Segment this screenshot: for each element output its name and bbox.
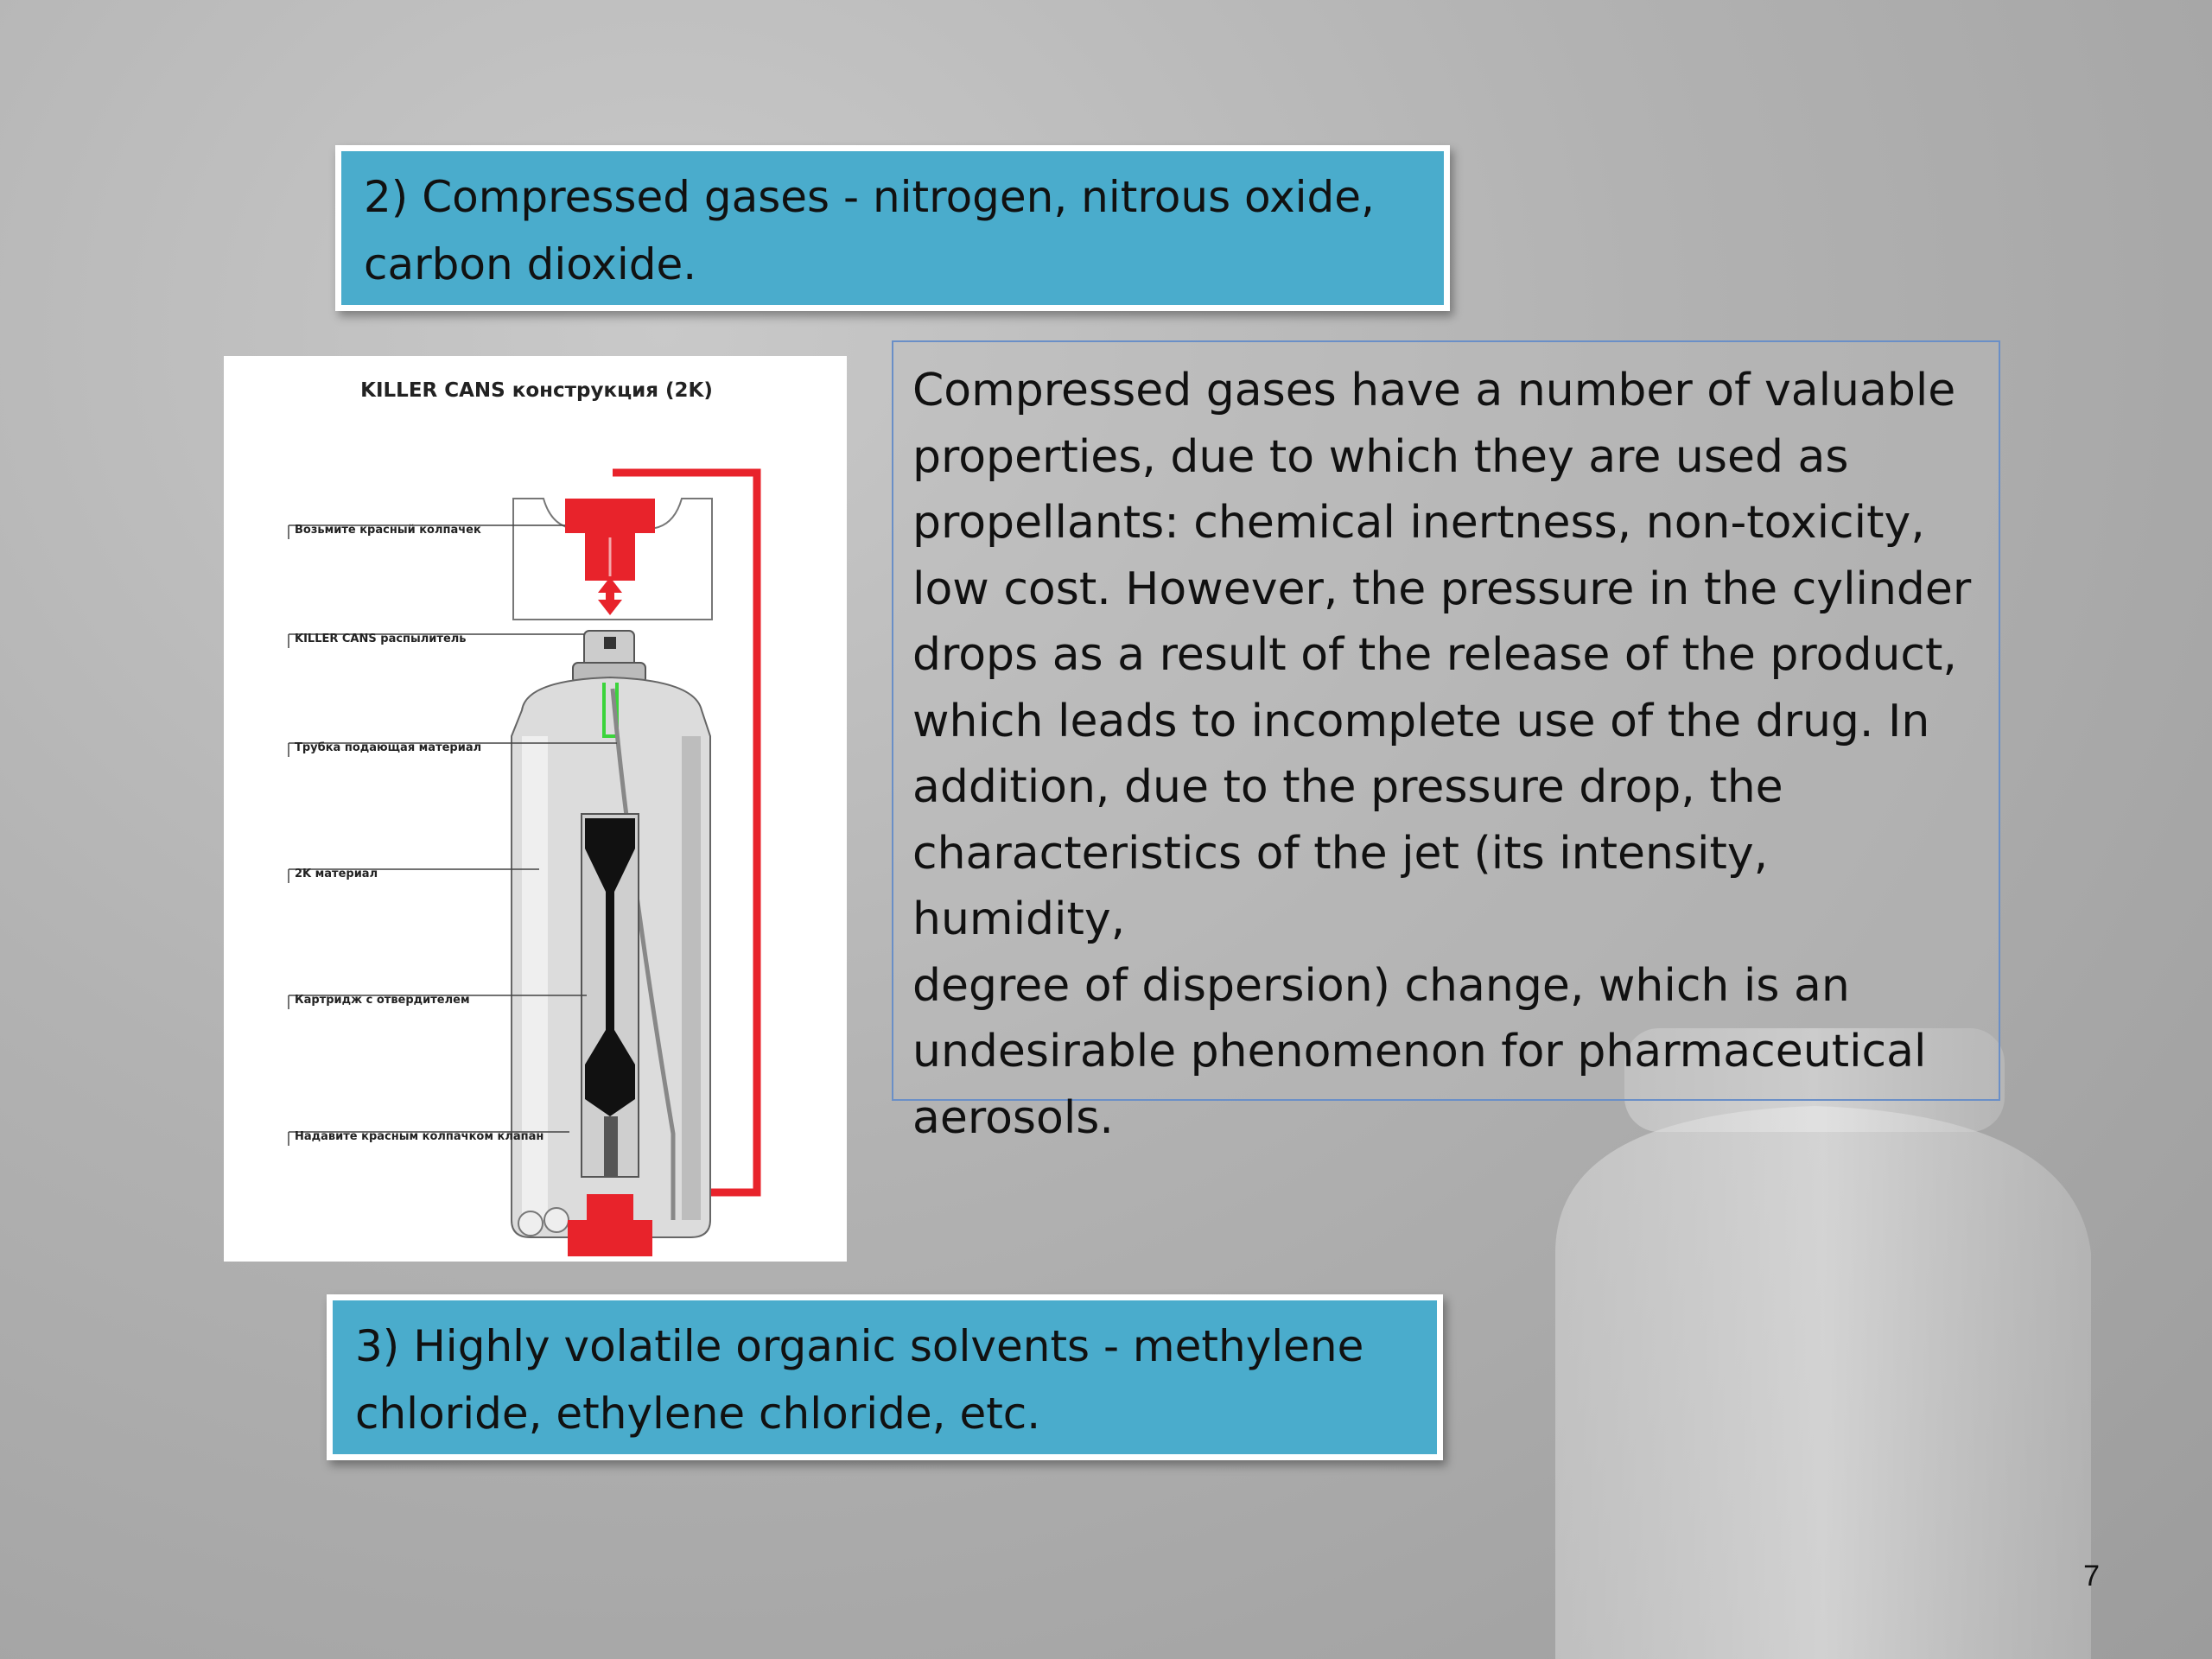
description-line: undesirable phenomenon for pharmaceutical — [912, 1026, 1927, 1077]
red-cap-bottom — [568, 1220, 652, 1237]
callout-top-line2: carbon dioxide. — [364, 239, 697, 289]
description-line: propellants: chemical inertness, non-toxicity, — [912, 497, 1925, 549]
label-take-cap: Возьмите красный колпачек — [295, 524, 481, 537]
description-line: drops as a result of the release of the product, — [912, 629, 1957, 681]
label-2k-material: 2K материал — [295, 868, 378, 880]
callout-top-line1: 2) Compressed gases - nitrogen, nitrous oxide, — [364, 172, 1375, 222]
label-press-cap: Надавите красным колпачком клапан — [295, 1130, 544, 1143]
description-line: addition, due to the pressure drop, the — [912, 761, 1783, 813]
red-cap-top — [565, 499, 655, 533]
page-number: 7 — [2083, 1560, 2100, 1592]
label-feed-tube: Трубка подающая материал — [295, 741, 482, 754]
description-line: properties, due to which they are used as — [912, 430, 1849, 483]
description-line: degree of dispersion) change, which is an — [912, 959, 1850, 1012]
killer-cans-diagram — [224, 356, 847, 1262]
callout-volatile-solvents — [327, 1294, 1443, 1460]
callout-compressed-gases — [335, 145, 1450, 311]
description-line: aerosols. — [912, 1091, 1114, 1144]
callout-bottom-line1: 3) Highly volatile organic solvents - methylene — [355, 1321, 1364, 1371]
description-box — [892, 340, 2000, 1144]
description-line: characteristics of the jet (its intensity, humidity, — [912, 827, 1769, 945]
diagram-illustration — [224, 356, 847, 1262]
label-sprayer: KILLER CANS распылитель — [295, 632, 467, 645]
description-line: Compressed gases have a number of valuable — [912, 365, 1956, 416]
description-line: low cost. However, the pressure in the cylinder — [912, 563, 1972, 615]
diagram-title: KILLER CANS конструкция (2K) — [360, 379, 713, 402]
description-line: which leads to incomplete use of the drug. In — [912, 695, 1930, 747]
callout-bottom-line2: chloride, ethylene chloride, etc. — [355, 1389, 1041, 1439]
label-cartridge: Картридж с отвердителем — [295, 994, 470, 1007]
